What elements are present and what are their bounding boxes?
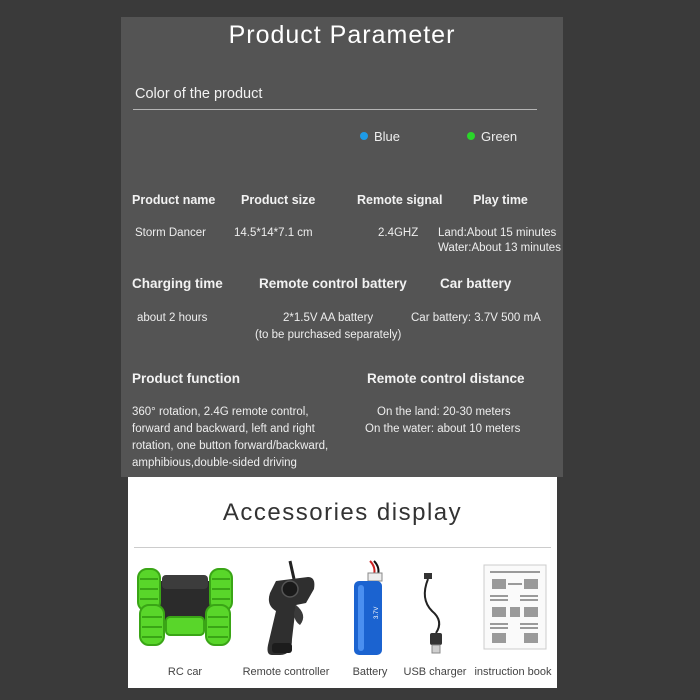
remote-controller-icon <box>236 559 336 659</box>
accessory-label: Remote controller <box>242 666 330 678</box>
spec-value-play-time-water: Water:About 13 minutes <box>438 242 561 254</box>
battery-icon <box>340 559 400 659</box>
spec-header-remote-control-distance: Remote control distance <box>367 371 525 386</box>
function-line: forward and backward, left and right <box>132 423 315 435</box>
spec-value-product-name: Storm Dancer <box>135 227 206 239</box>
spec-value-car-battery: Car battery: 3.7V 500 mA <box>411 312 541 324</box>
accessories-panel <box>128 477 557 688</box>
distance-line: On the land: 20-30 meters <box>377 406 511 418</box>
accessory-label: USB charger <box>403 666 467 678</box>
spec-value-charging-time: about 2 hours <box>137 312 208 324</box>
blue-dot-icon <box>360 132 368 140</box>
page-title: Product Parameter <box>228 21 456 49</box>
spec-header-product-name: Product name <box>132 193 216 207</box>
accessory-instruction-book <box>470 559 556 684</box>
accessory-remote-controller <box>236 559 336 684</box>
accessory-label: RC car <box>167 666 203 678</box>
accessory-usb-charger <box>400 559 470 684</box>
spec-value-product-size: 14.5*14*7.1 cm <box>234 227 313 239</box>
rc-car-icon <box>130 559 240 655</box>
color-option-label: Green <box>481 129 518 144</box>
spec-value-remote-battery: 2*1.5V AA battery <box>283 312 374 324</box>
function-line: rotation, one button forward/backward, <box>132 440 329 452</box>
color-section-heading: Color of the product <box>135 86 263 102</box>
spec-header-charging-time: Charging time <box>132 276 223 291</box>
function-line: 360° rotation, 2.4G remote control, <box>132 406 309 418</box>
function-line: amphibious,double-sided driving <box>132 457 297 469</box>
spec-header-product-size: Product size <box>241 193 316 207</box>
instruction-book-icon <box>470 559 556 659</box>
accessory-battery <box>340 559 400 684</box>
color-section-divider <box>133 109 537 110</box>
accessory-label: Battery <box>352 666 388 678</box>
accessory-rc-car <box>130 559 240 684</box>
spec-header-product-function: Product function <box>132 371 240 386</box>
spec-header-remote-control-battery: Remote control battery <box>259 276 407 291</box>
usb-charger-icon <box>400 559 470 659</box>
green-dot-icon <box>467 132 475 140</box>
spec-header-car-battery: Car battery <box>440 276 512 291</box>
spec-header-remote-signal: Remote signal <box>357 193 443 207</box>
color-option-label: Blue <box>374 129 401 144</box>
accessories-divider <box>134 547 551 548</box>
accessories-title: Accessories display <box>222 499 463 526</box>
spec-value-remote-battery-note: (to be purchased separately) <box>255 329 402 341</box>
color-option-green <box>467 129 517 145</box>
accessory-label: instruction book <box>474 666 552 678</box>
distance-line: On the water: about 10 meters <box>365 423 521 435</box>
spec-value-remote-signal: 2.4GHZ <box>378 227 419 239</box>
spec-header-play-time: Play time <box>473 193 528 207</box>
product-parameter-panel <box>121 17 563 477</box>
svg-text:3.7V: 3.7V <box>374 606 380 619</box>
spec-value-play-time-land: Land:About 15 minutes <box>438 227 557 239</box>
color-option-blue <box>360 129 400 145</box>
